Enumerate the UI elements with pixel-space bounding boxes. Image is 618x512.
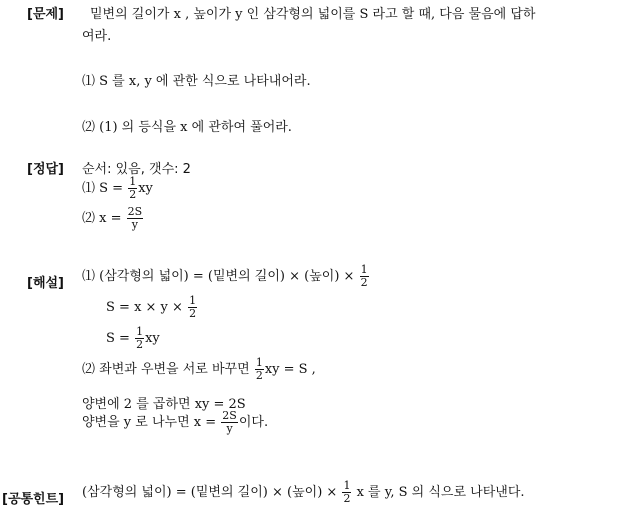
hint-line — [82, 480, 525, 505]
hint-suffix: x 를 y, S 의 식으로 나타낸다. — [356, 485, 525, 500]
explanation-line-3-suffix: xy — [145, 331, 160, 346]
problem-question-2: ⑵ (1) 의 등식을 x 에 관하여 풀어라. — [82, 120, 292, 135]
answer-1-fraction — [128, 176, 137, 201]
explanation-line-3 — [106, 326, 160, 351]
fraction-numerator: 1 — [255, 356, 263, 369]
explanation-line-5: 양변에 2 를 곱하면 xy = 2S — [82, 397, 246, 412]
answer-2 — [82, 206, 144, 231]
answer-2-prefix: ⑵ x = — [82, 211, 122, 226]
answer-1 — [82, 176, 153, 201]
explanation-line-2-text: S = x × y × — [106, 300, 183, 315]
answer-1-prefix: ⑴ S = — [82, 181, 124, 196]
fraction-denominator: y — [127, 218, 144, 231]
fraction-numerator: 1 — [129, 175, 137, 188]
explanation-line-6-suffix: 이다. — [238, 415, 269, 430]
explanation-line-4 — [82, 357, 316, 382]
problem-question-1: ⑴ S 를 x, y 에 관한 식으로 나타내어라. — [82, 74, 311, 89]
fraction-numerator: 1 — [189, 294, 197, 307]
problem-label: [문제] — [27, 7, 64, 22]
fraction-numerator: 1 — [136, 325, 144, 338]
hint-fraction — [342, 480, 351, 505]
fraction-denominator: 2 — [360, 276, 368, 289]
fraction-numerator: 1 — [360, 263, 368, 276]
explanation-line-1 — [82, 264, 370, 289]
fraction-denominator: y — [221, 422, 238, 435]
fraction-denominator: 2 — [343, 492, 351, 505]
explanation-line-1-text: ⑴ (삼각형의 넓이) = (밑변의 길이) × (높이) × — [82, 269, 355, 284]
answer-2-fraction — [127, 206, 144, 231]
fraction-denominator: 2 — [136, 338, 144, 351]
hint-label: [공통힌트] — [2, 492, 65, 507]
explanation-line-3-prefix: S = — [106, 331, 130, 346]
fraction-denominator: 2 — [129, 188, 137, 201]
fraction-numerator: 2S — [127, 205, 143, 218]
hint-text: (삼각형의 넓이) = (밑변의 길이) × (높이) × — [82, 485, 338, 500]
explanation-line-6 — [82, 410, 268, 435]
fraction-numerator: 2S — [222, 409, 237, 422]
fraction-denominator: 2 — [189, 307, 197, 320]
explanation-line-6-fraction — [221, 410, 238, 435]
answer-1-suffix: xy — [138, 181, 153, 196]
explanation-line-2-fraction — [188, 295, 197, 320]
explanation-line-3-fraction — [135, 326, 144, 351]
problem-line-2: 여라. — [82, 29, 112, 44]
answer-summary: 순서: 있음, 갯수: 2 — [82, 162, 191, 177]
explanation-line-6-text: 양변을 y 로 나누면 x = — [82, 415, 217, 430]
fraction-denominator: 2 — [255, 369, 263, 382]
explanation-line-4-fraction — [255, 357, 264, 382]
problem-line-1: 밑변의 길이가 x , 높이가 y 인 삼각형의 넓이를 S 라고 할 때, 다음 물음에 답하 — [90, 7, 536, 22]
answer-label: [정답] — [27, 162, 64, 177]
explanation-line-2 — [106, 295, 198, 320]
explanation-line-4-text: ⑵ 좌변과 우변을 서로 바꾸면 — [82, 362, 250, 377]
explanation-line-1-fraction — [360, 264, 369, 289]
explanation-line-4-suffix: xy = S , — [264, 362, 316, 377]
explanation-label: [해설] — [27, 276, 64, 291]
fraction-numerator: 1 — [343, 479, 351, 492]
